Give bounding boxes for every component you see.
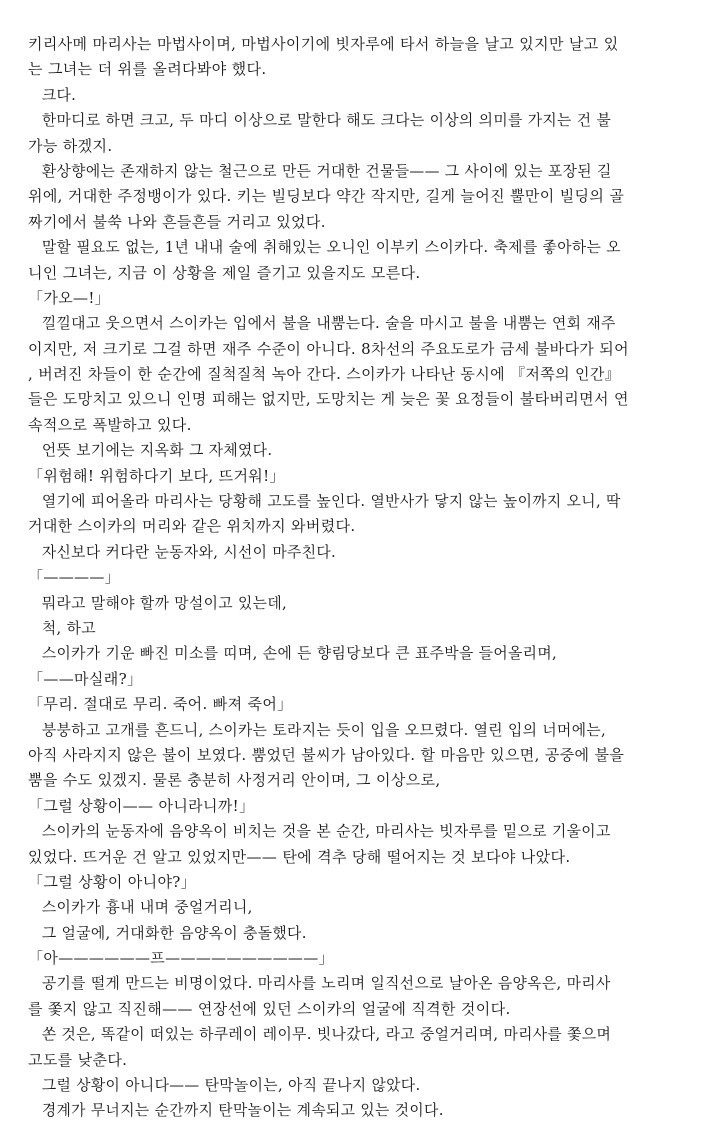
text-line: 이지만, 저 크기로 그걸 하면 재주 수준이 아니다. 8차선의 주요도로가 금세 불바다가 되어 (28, 339, 629, 358)
text-line: 그럴 상황이 아니다—— 탄막놀이는, 아직 끝나지 않았다. (41, 1076, 421, 1095)
text-line: 「가오—!」 (28, 288, 111, 307)
text-line: 「무리. 절대로 무리. 죽어. 빠져 죽어」 (28, 695, 293, 714)
text-line: 스이카의 눈동자에 음양옥이 비치는 것을 본 순간, 마리사는 빗자루를 밑으로 기울이고 (41, 822, 611, 841)
text-line: 경계가 무너지는 순간까지 탄막놀이는 계속되고 있는 것이다. (41, 1101, 444, 1120)
text-line: 크다. (41, 85, 77, 104)
text-line: 쏜 것은, 똑같이 떠있는 하쿠레이 레이무. 빗나갔다, 라고 중얼거리며, 마리사를 쫓으며 (41, 1025, 612, 1044)
text-line: 키리사메 마리사는 마법사이며, 마법사이기에 빗자루에 타서 하늘을 날고 있지만 날고 있 (28, 35, 619, 53)
text-line: 뭐라고 말해야 할까 망설이고 있는데, (41, 593, 288, 612)
text-line: 짜기에서 불쑥 나와 흔들흔들 거리고 있었다. (28, 212, 326, 231)
text-line: 「——마실래?」 (28, 669, 143, 688)
text-line: 말할 필요도 없는, 1년 내내 술에 취해있는 오니인 이부키 스이카다. 축제를 좋아하는 오 (41, 238, 621, 257)
text-line: 고도를 낮춘다. (28, 1050, 128, 1069)
text-line: 낄낄대고 웃으면서 스이카는 입에서 불을 내뿜는다. 술을 마시고 불을 내뿜는 연회 재주 (41, 314, 616, 333)
text-line: 들은 도망치고 있으니 인명 피해는 없지만, 도망치는 게 늦은 꽃 요정들이 불타버리면서 연 (28, 390, 629, 409)
text-line: 있었다. 뜨거운 건 알고 있었지만—— 탄에 격추 당해 떨어지는 것 보다야 나았다. (28, 847, 571, 866)
text-line: 스이카가 기운 빠진 미소를 띠며, 손에 든 향림당보다 큰 표주박을 들어올리며, (41, 644, 558, 663)
text-line: 니인 그녀는, 지금 이 상황을 제일 즐기고 있을지도 모른다. (28, 263, 421, 282)
text-line: 「그럴 상황이—— 아니라니까!」 (28, 796, 255, 815)
text-line: 그 얼굴에, 거대화한 음양옥이 충돌했다. (41, 923, 307, 942)
text-line: 거대한 스이카의 머리와 같은 위치까지 와버렸다. (28, 517, 356, 536)
text-line: 뿜을 수도 있겠지. 물론 충분히 사정거리 안이며, 그 이상으로, (28, 771, 441, 790)
text-line: 붕붕하고 고개를 흔드니, 스이카는 토라지는 듯이 입을 오므렸다. 열린 입의 너머에는, (41, 720, 607, 739)
text-line: 공기를 떨게 만드는 비명이었다. 마리사를 노리며 일직선으로 날아온 음양옥은, 마리사 (41, 974, 611, 993)
text-line: 스이카가 흉내 내며 중얼거리니, (41, 898, 253, 917)
text-line: 한마디로 하면 크고, 두 마디 이상으로 말한다 해도 크다는 이상의 의미를 가지는 건 불 (41, 111, 612, 130)
text-line: 속적으로 폭발하고 있다. (28, 415, 192, 434)
text-line: 자신보다 커다란 눈동자와, 시선이 마주친다. (41, 542, 337, 561)
text-line: 를 쫓지 않고 직진해—— 연장선에 있던 스이카의 얼굴에 직격한 것이다. (28, 999, 511, 1018)
text-line: 척, 하고 (41, 618, 96, 637)
text-line: 환상향에는 존재하지 않는 철근으로 만든 거대한 건물들—— 그 사이에 있는 포장된 길 (41, 161, 612, 180)
text-line: , 버려진 차들이 한 순간에 질척질척 녹아 간다. 스이카가 나타난 동시에 『저쪽의 인간』 (28, 365, 621, 384)
text-line: 아직 사라지지 않은 불이 보였다. 뿜었던 불씨가 남아있다. 할 마음만 있으면, 공중에 불을 (28, 745, 625, 764)
text-line: 「그럴 상황이 아니야?」 (28, 872, 197, 891)
text-line: 위에, 거대한 주정뱅이가 있다. 키는 빌딩보다 약간 작지만, 길게 늘어진 뿔만이 빌딩의 골 (28, 187, 625, 206)
text-line: 가능 하겠지. (28, 136, 113, 155)
text-line: 는 그녀는 더 위를 올려다봐야 했다. (28, 60, 267, 79)
text-line: 열기에 피어올라 마리사는 당황해 고도를 높인다. 열반사가 닿지 않는 높이까지 오니, 딱 (41, 492, 621, 511)
text-line: 「위험해! 위험하다기 보다, 뜨거워!」 (28, 466, 285, 485)
text-line: 「————」 (28, 568, 121, 587)
text-line: 「아——————프——————————」 (28, 949, 334, 968)
text-line: 언뜻 보기에는 지옥화 그 자체였다. (41, 441, 273, 460)
